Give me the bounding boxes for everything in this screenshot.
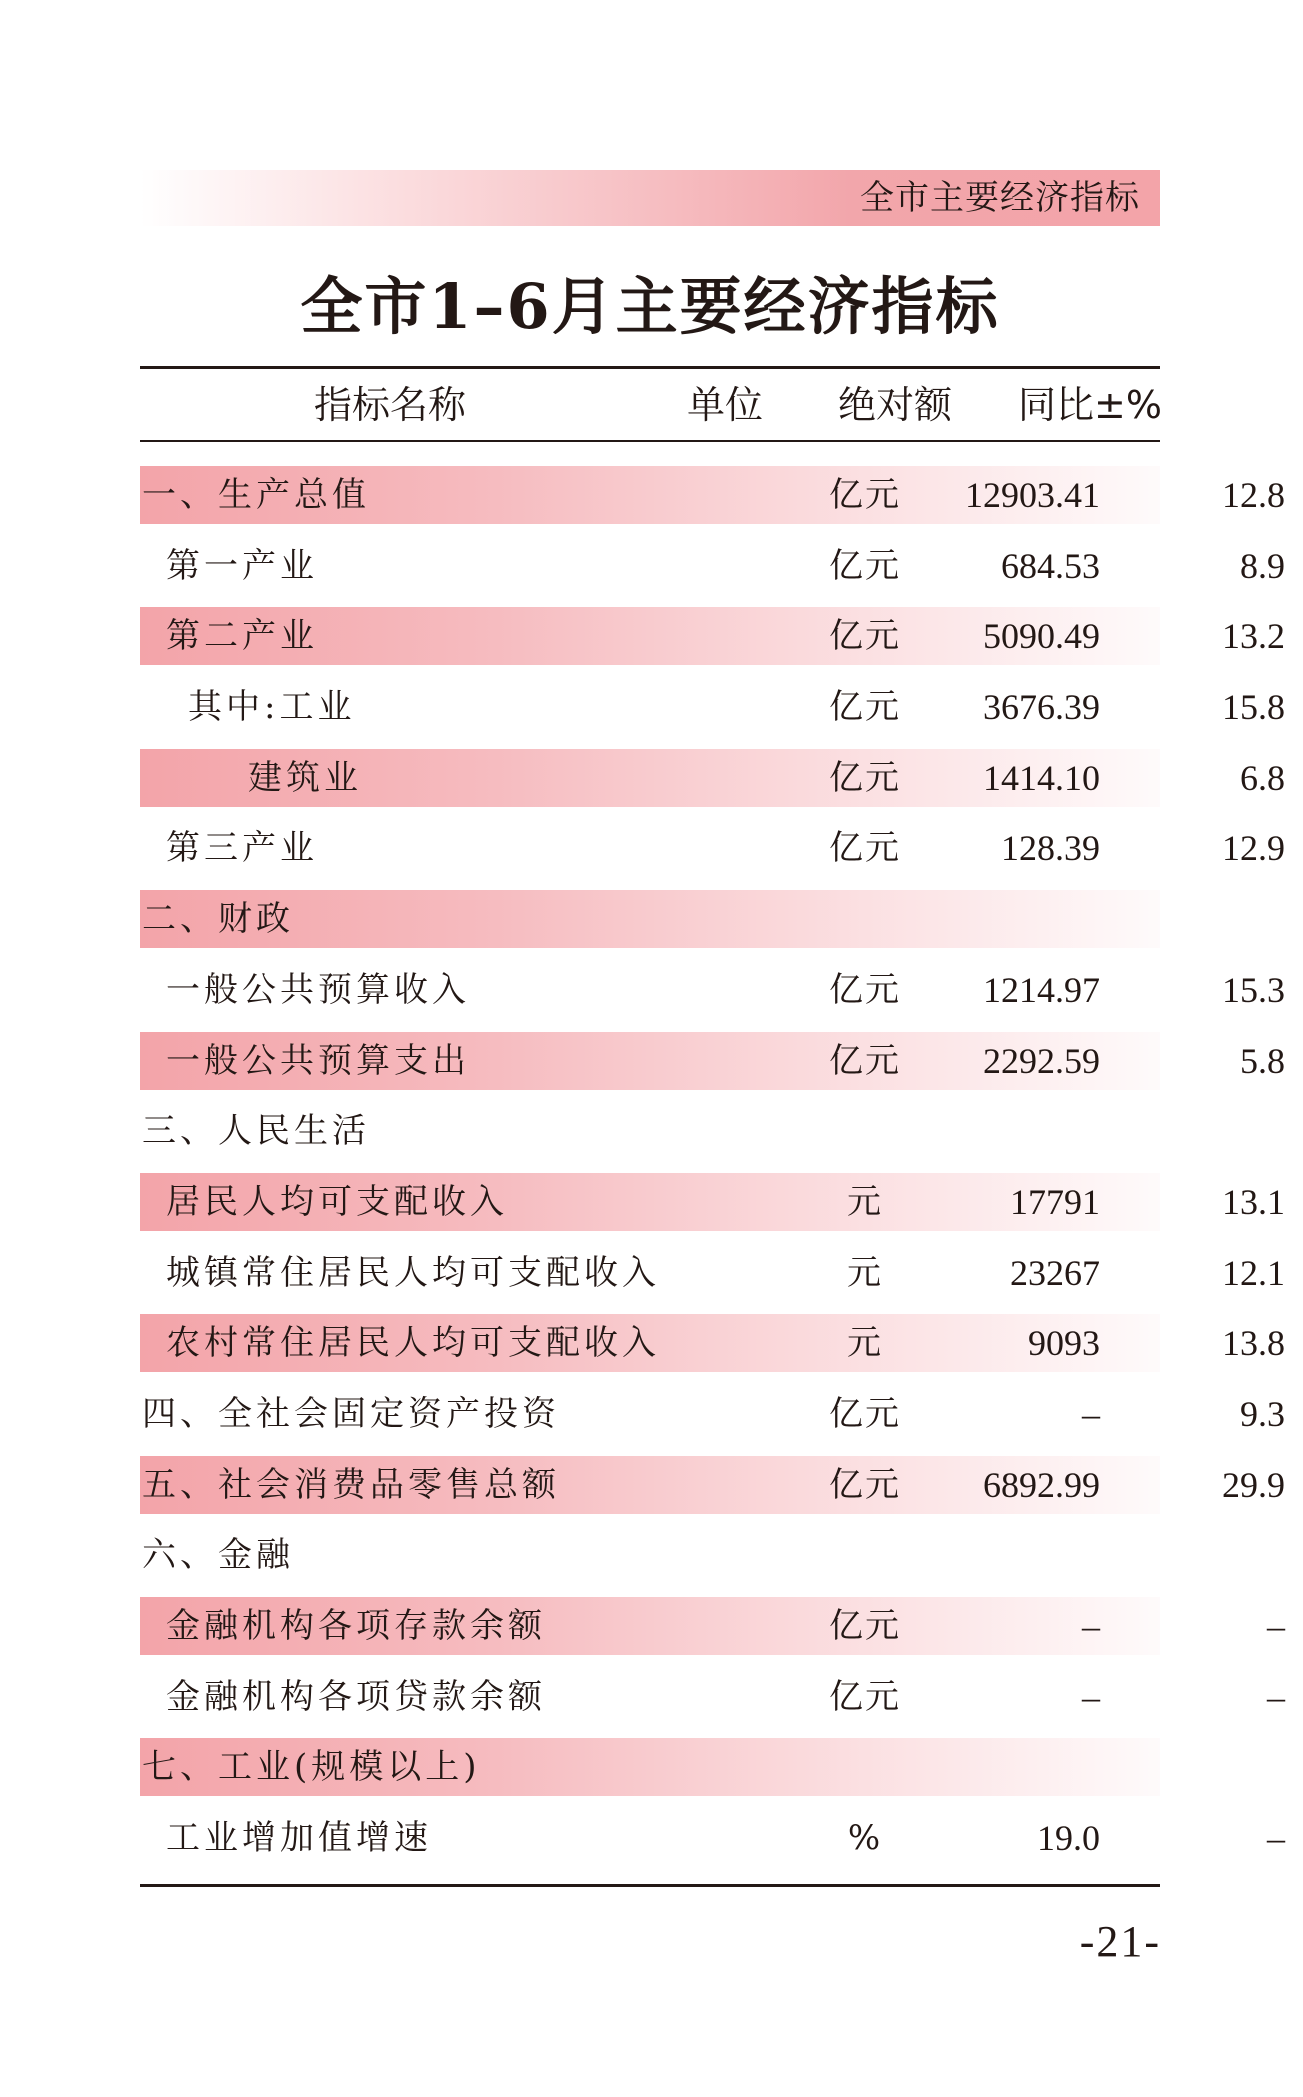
- indicator-unit: 亿元: [829, 828, 901, 869]
- indicator-unit: [805, 1738, 925, 1796]
- indicator-name: 五、社会消费品零售总额: [142, 1464, 560, 1505]
- indicator-name: 二、财政: [142, 899, 294, 940]
- table-row: [140, 1244, 1285, 1302]
- table-row: [140, 819, 1285, 877]
- indicator-name: 金融机构各项存款余额: [166, 1606, 546, 1646]
- indicator-unit: 亿元: [829, 1464, 901, 1505]
- indicator-unit: 亿元: [829, 545, 901, 586]
- indicator-yoy-change: 15.3: [1222, 969, 1285, 1010]
- indicator-yoy-change: 29.9: [1222, 1464, 1285, 1505]
- indicator-absolute-value: –: [1082, 1606, 1100, 1646]
- table-row: [140, 1385, 1285, 1443]
- indicator-name: 六、金融: [142, 1535, 294, 1576]
- indicator-absolute-value: 12903.41: [965, 475, 1100, 515]
- indicator-yoy-change: –: [1267, 1818, 1285, 1859]
- indicator-name: 一般公共预算支出: [166, 1040, 470, 1081]
- table-header-rule: [140, 440, 1160, 442]
- table-row: [140, 1314, 1285, 1372]
- indicator-name: 金融机构各项贷款余额: [166, 1676, 546, 1717]
- indicator-name: 三、人民生活: [142, 1111, 370, 1152]
- table-row: [140, 1456, 1285, 1514]
- indicator-yoy-change: 12.1: [1222, 1252, 1285, 1293]
- indicator-absolute-value: 1414.10: [983, 757, 1100, 798]
- indicator-absolute-value: [930, 1526, 1100, 1584]
- column-header-yoy: 同比±%: [1018, 383, 1162, 427]
- indicator-unit: 亿元: [829, 969, 901, 1010]
- section-label: 全市主要经济指标: [860, 178, 1140, 218]
- table-row: [140, 961, 1285, 1019]
- indicator-unit: 亿元: [829, 475, 901, 515]
- indicator-absolute-value: 6892.99: [983, 1464, 1100, 1505]
- table-row: [140, 749, 1285, 807]
- table-bottom-rule: [140, 1884, 1160, 1887]
- indicator-absolute-value: 17791: [1010, 1181, 1100, 1222]
- indicator-unit: 元: [847, 1252, 883, 1293]
- indicator-name: 七、工业(规模以上): [142, 1747, 481, 1788]
- indicator-yoy-change: 12.8: [1222, 475, 1285, 515]
- table-row: [140, 537, 1285, 595]
- table-row: [140, 1738, 1160, 1796]
- indicator-name: 城镇常住居民人均可支配收入: [166, 1252, 660, 1293]
- table-row: [140, 1526, 1160, 1584]
- indicator-yoy-change: 13.1: [1222, 1181, 1285, 1222]
- column-header-unit: 单位: [686, 383, 763, 427]
- indicator-unit: 亿元: [829, 616, 901, 657]
- table-row: [140, 1032, 1285, 1090]
- indicator-yoy-change: 5.8: [1240, 1040, 1285, 1081]
- indicator-name: 农村常住居民人均可支配收入: [166, 1323, 660, 1364]
- indicator-unit: 亿元: [829, 757, 901, 798]
- indicator-unit: [805, 890, 925, 948]
- indicator-unit: 元: [847, 1323, 883, 1364]
- indicator-yoy-change: 15.8: [1222, 687, 1285, 728]
- table-row: [140, 1173, 1285, 1231]
- column-header-absolute: 绝对额: [837, 383, 952, 427]
- indicator-absolute-value: 5090.49: [983, 616, 1100, 657]
- table-row: [140, 1809, 1285, 1867]
- indicator-name: 工业增加值增速: [166, 1818, 432, 1859]
- indicator-yoy-change: 9.3: [1240, 1393, 1285, 1434]
- indicator-yoy-change: [1120, 1102, 1285, 1160]
- table-row: [140, 1102, 1160, 1160]
- indicator-yoy-change: 13.8: [1222, 1323, 1285, 1364]
- indicator-unit: [805, 1102, 925, 1160]
- indicator-absolute-value: –: [1082, 1393, 1100, 1434]
- indicator-yoy-change: 13.2: [1222, 616, 1285, 657]
- table-row: [140, 678, 1285, 736]
- table-row: [140, 1597, 1285, 1655]
- indicator-absolute-value: [930, 890, 1100, 948]
- table-row: [140, 466, 1285, 524]
- indicator-absolute-value: [930, 1102, 1100, 1160]
- indicator-yoy-change: –: [1267, 1606, 1285, 1646]
- indicator-unit: [805, 1526, 925, 1584]
- indicator-unit: 亿元: [829, 687, 901, 728]
- indicator-absolute-value: [930, 1738, 1100, 1796]
- indicator-name: 居民人均可支配收入: [166, 1181, 508, 1222]
- indicator-yoy-change: [1120, 890, 1285, 948]
- indicator-absolute-value: 19.0: [1037, 1818, 1100, 1859]
- indicator-unit: %: [847, 1818, 883, 1859]
- indicator-name: 第二产业: [166, 616, 318, 657]
- table-top-rule: [140, 366, 1160, 369]
- indicator-absolute-value: 684.53: [1001, 545, 1100, 586]
- indicator-yoy-change: [1120, 1738, 1285, 1796]
- page-number: -21-: [1079, 1917, 1161, 1966]
- column-header-name: 指标名称: [313, 383, 466, 427]
- indicator-absolute-value: 2292.59: [983, 1040, 1100, 1081]
- section-header-band: [140, 170, 1160, 226]
- indicator-name: 四、全社会固定资产投资: [142, 1393, 560, 1434]
- indicator-absolute-value: 1214.97: [983, 969, 1100, 1010]
- indicator-unit: 元: [847, 1181, 883, 1222]
- table-row: [140, 1668, 1285, 1726]
- table-row: [140, 607, 1285, 665]
- indicator-yoy-change: [1120, 1526, 1285, 1584]
- indicator-yoy-change: 6.8: [1240, 757, 1285, 798]
- indicator-absolute-value: –: [1082, 1676, 1100, 1717]
- indicator-unit: 亿元: [829, 1393, 901, 1434]
- indicator-unit: 亿元: [829, 1040, 901, 1081]
- indicator-name: 一般公共预算收入: [166, 969, 470, 1010]
- indicator-name: 建筑业: [248, 757, 362, 798]
- indicator-name: 第三产业: [166, 828, 318, 869]
- indicator-unit: 亿元: [829, 1676, 901, 1717]
- indicator-yoy-change: 12.9: [1222, 828, 1285, 869]
- indicator-table: [140, 466, 1285, 1880]
- indicator-unit: 亿元: [829, 1606, 901, 1646]
- page-title: 全市1–6月主要经济指标: [300, 270, 1000, 343]
- indicator-yoy-change: –: [1267, 1676, 1285, 1717]
- indicator-yoy-change: 8.9: [1240, 545, 1285, 586]
- indicator-absolute-value: 128.39: [1001, 828, 1100, 869]
- table-row: [140, 890, 1160, 948]
- indicator-name: 其中:工业: [188, 687, 356, 728]
- indicator-name: 第一产业: [166, 545, 318, 586]
- indicator-absolute-value: 9093: [1028, 1323, 1100, 1364]
- indicator-absolute-value: 23267: [1010, 1252, 1100, 1293]
- indicator-absolute-value: 3676.39: [983, 687, 1100, 728]
- indicator-name: 一、生产总值: [142, 475, 370, 515]
